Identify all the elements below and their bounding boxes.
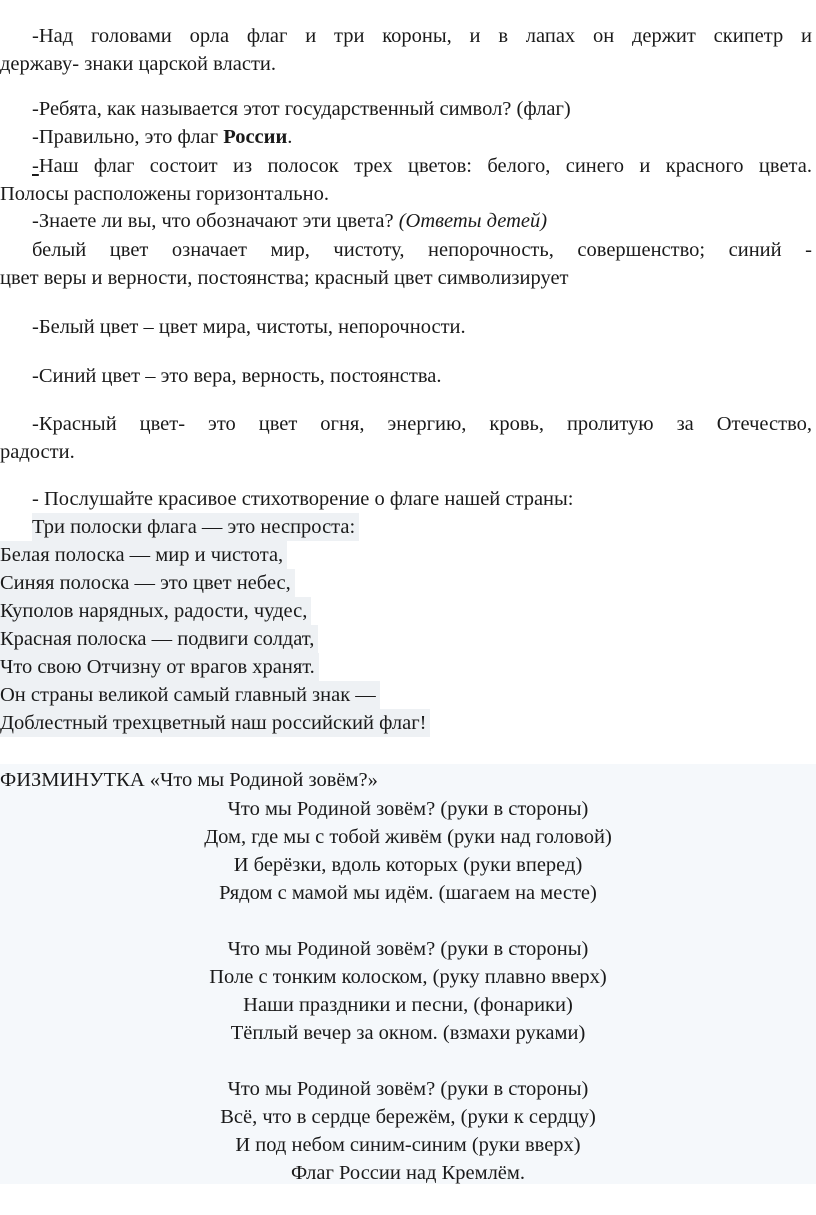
paragraph-meaning-line2: цвет веры и верности, постоянства; красный цвет символизирует bbox=[0, 267, 569, 289]
fizminutka-line: Всё, что в сердце бережём, (руки к сердцу) bbox=[220, 1106, 596, 1128]
fizminutka-line: Флаг России над Кремлём. bbox=[291, 1162, 525, 1184]
fizminutka-line: Что мы Родиной зовём? (руки в стороны) bbox=[227, 1078, 589, 1100]
fizminutka-title: ФИЗМИНУТКА «Что мы Родиной зовём?» bbox=[0, 769, 378, 791]
paragraph-flag-colors-line2: Полосы расположены горизонтально. bbox=[0, 183, 329, 205]
paragraph-eagle-line2: державу- знаки царской власти. bbox=[0, 53, 277, 75]
poem-line: Доблестный трехцветный наш российский флаг! bbox=[0, 709, 816, 737]
poem-line: Белая полоска — мир и чистота, bbox=[0, 541, 816, 569]
fizminutka-line: Рядом с мамой мы идём. (шагаем на месте) bbox=[219, 882, 597, 904]
children-answers-italic: (Ответы детей) bbox=[398, 210, 548, 232]
question-colors: -Знаете ли вы, что обозначают эти цвета? (Ответы детей) bbox=[32, 210, 548, 232]
red-color-line2: радости. bbox=[0, 441, 75, 463]
white-color-line: -Белый цвет – цвет мира, чистоты, непорочности. bbox=[32, 316, 466, 338]
poem-line: Он страны великой самый главный знак — bbox=[0, 681, 816, 709]
fizminutka-line: Поле с тонким колоском, (руку плавно вверх) bbox=[209, 966, 607, 988]
poem-line: Куполов нарядных, радости, чудес, bbox=[0, 597, 816, 625]
poem-line: Три полоски флага — это неспроста: bbox=[32, 513, 816, 541]
poem-intro: - Послушайте красивое стихотворение о флаге нашей страны: bbox=[32, 488, 574, 510]
fizminutka-line: Что мы Родиной зовём? (руки в стороны) bbox=[227, 938, 589, 960]
paragraph-meaning-line1: белый цвет означает мир, чистоту, непорочность, совершенство; синий - bbox=[32, 239, 812, 261]
poem-line: Синяя полоска — это цвет небес, bbox=[0, 569, 816, 597]
underlined-dash: - bbox=[32, 155, 39, 177]
paragraph-flag-colors-line1: -Наш флаг состоит из полосок трех цветов: белого, синего и красного цвета. bbox=[32, 155, 812, 177]
fizminutka-line: Наши праздники и песни, (фонарики) bbox=[243, 994, 573, 1016]
poem-line: Красная полоска — подвиги солдат, bbox=[0, 625, 816, 653]
fizminutka-line: Что мы Родиной зовём? (руки в стороны) bbox=[227, 798, 589, 820]
answer-flag: -Правильно, это флаг России. bbox=[32, 126, 293, 148]
fizminutka-line: Дом, где мы с тобой живём (руки над головой) bbox=[204, 826, 612, 848]
fizminutka-line: Тёплый вечер за окном. (взмахи руками) bbox=[230, 1022, 586, 1044]
fizminutka-line: И берёзки, вдоль которых (руки вперед) bbox=[233, 854, 583, 876]
paragraph-eagle-line1: -Над головами орла флаг и три короны, и в лапах он держит скипетр и bbox=[32, 25, 812, 47]
red-color-line1: -Красный цвет- это цвет огня, энергию, кровь, пролитую за Отечество, bbox=[32, 413, 812, 435]
question-symbol: -Ребята, как называется этот государственный символ? (флаг) bbox=[32, 98, 571, 120]
poem-line: Что свою Отчизну от врагов хранят. bbox=[0, 653, 816, 681]
blue-color-line: -Синий цвет – это вера, верность, постоянства. bbox=[32, 365, 442, 387]
fizminutka-line: И под небом синим-синим (руки вверх) bbox=[235, 1134, 581, 1156]
russia-bold: России bbox=[223, 126, 288, 148]
